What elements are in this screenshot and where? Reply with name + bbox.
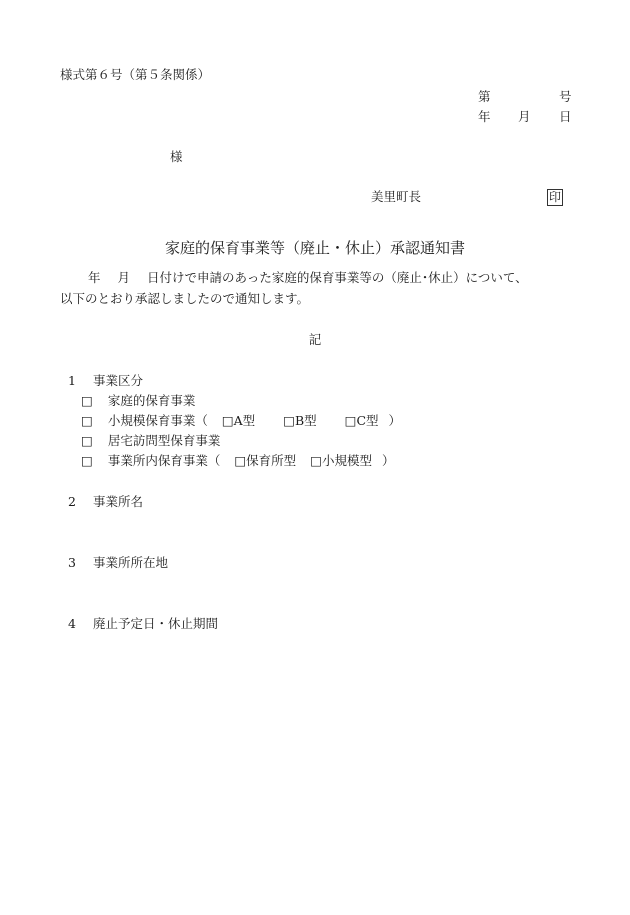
checkbox-icon[interactable]: □ — [81, 453, 93, 468]
issuer-name: 美里町長 — [371, 189, 422, 204]
checkbox-icon[interactable]: □ — [81, 433, 93, 448]
section-label: 事業区分 — [92, 373, 143, 388]
option-label: 小規模保育事業（ — [107, 413, 208, 428]
document-number-suffix: 号 — [559, 89, 572, 104]
body-text-1: 日付けで申請のあった家庭的保育事業等の（廃止･休止）について、 — [147, 270, 528, 285]
option-close-paren: ） — [381, 453, 395, 468]
option-type-a[interactable]: □A型 — [221, 413, 256, 428]
option-small-scale-type[interactable]: □小規模型 — [310, 453, 372, 468]
section-number: 4 — [68, 616, 76, 631]
option-label: 事業所内保育事業（ — [107, 453, 221, 468]
option-label: 家庭的保育事業 — [107, 393, 196, 408]
body-line-2: 以下のとおり承認しましたので通知します。 — [60, 291, 310, 306]
option-type-b[interactable]: □B型 — [283, 413, 317, 428]
section-label: 廃止予定日・休止期間 — [92, 616, 218, 631]
option-small-scale-childcare — [81, 415, 401, 428]
section-business-address — [68, 557, 168, 570]
option-close-paren: ） — [388, 413, 402, 428]
option-home-childcare — [81, 395, 195, 408]
body-year: 年 — [88, 270, 101, 285]
section-business-name — [68, 496, 143, 509]
section-label: 事業所所在地 — [92, 555, 168, 570]
date-year-label: 年 — [478, 109, 491, 124]
option-label: 居宅訪問型保育事業 — [107, 433, 221, 448]
section-business-category — [68, 375, 143, 388]
date-month-label: 月 — [518, 109, 531, 124]
section-closure-date — [68, 618, 218, 631]
ki-heading: 記 — [308, 332, 322, 347]
section-number: 1 — [68, 373, 76, 388]
date-day-label: 日 — [559, 109, 572, 124]
section-number: 3 — [68, 555, 76, 570]
checkbox-icon[interactable]: □ — [81, 393, 93, 408]
document-number-label: 第 — [478, 89, 491, 104]
form-number: 様式第６号（第５条関係） — [60, 67, 211, 82]
option-workplace-childcare — [81, 455, 394, 468]
option-type-c[interactable]: □C型 — [344, 413, 379, 428]
addressee-honorific: 様 — [170, 149, 183, 164]
checkbox-icon[interactable]: □ — [81, 413, 93, 428]
option-nursery-type[interactable]: □保育所型 — [234, 453, 297, 468]
body-month: 月 — [117, 270, 131, 285]
body-line-1 — [60, 272, 528, 285]
option-home-visit-childcare — [81, 435, 220, 448]
seal-stamp: 印 — [548, 190, 561, 204]
section-label: 事業所名 — [92, 494, 143, 509]
document-title: 家庭的保育事業等（廃止・休止）承認通知書 — [164, 239, 465, 257]
section-number: 2 — [68, 494, 76, 509]
